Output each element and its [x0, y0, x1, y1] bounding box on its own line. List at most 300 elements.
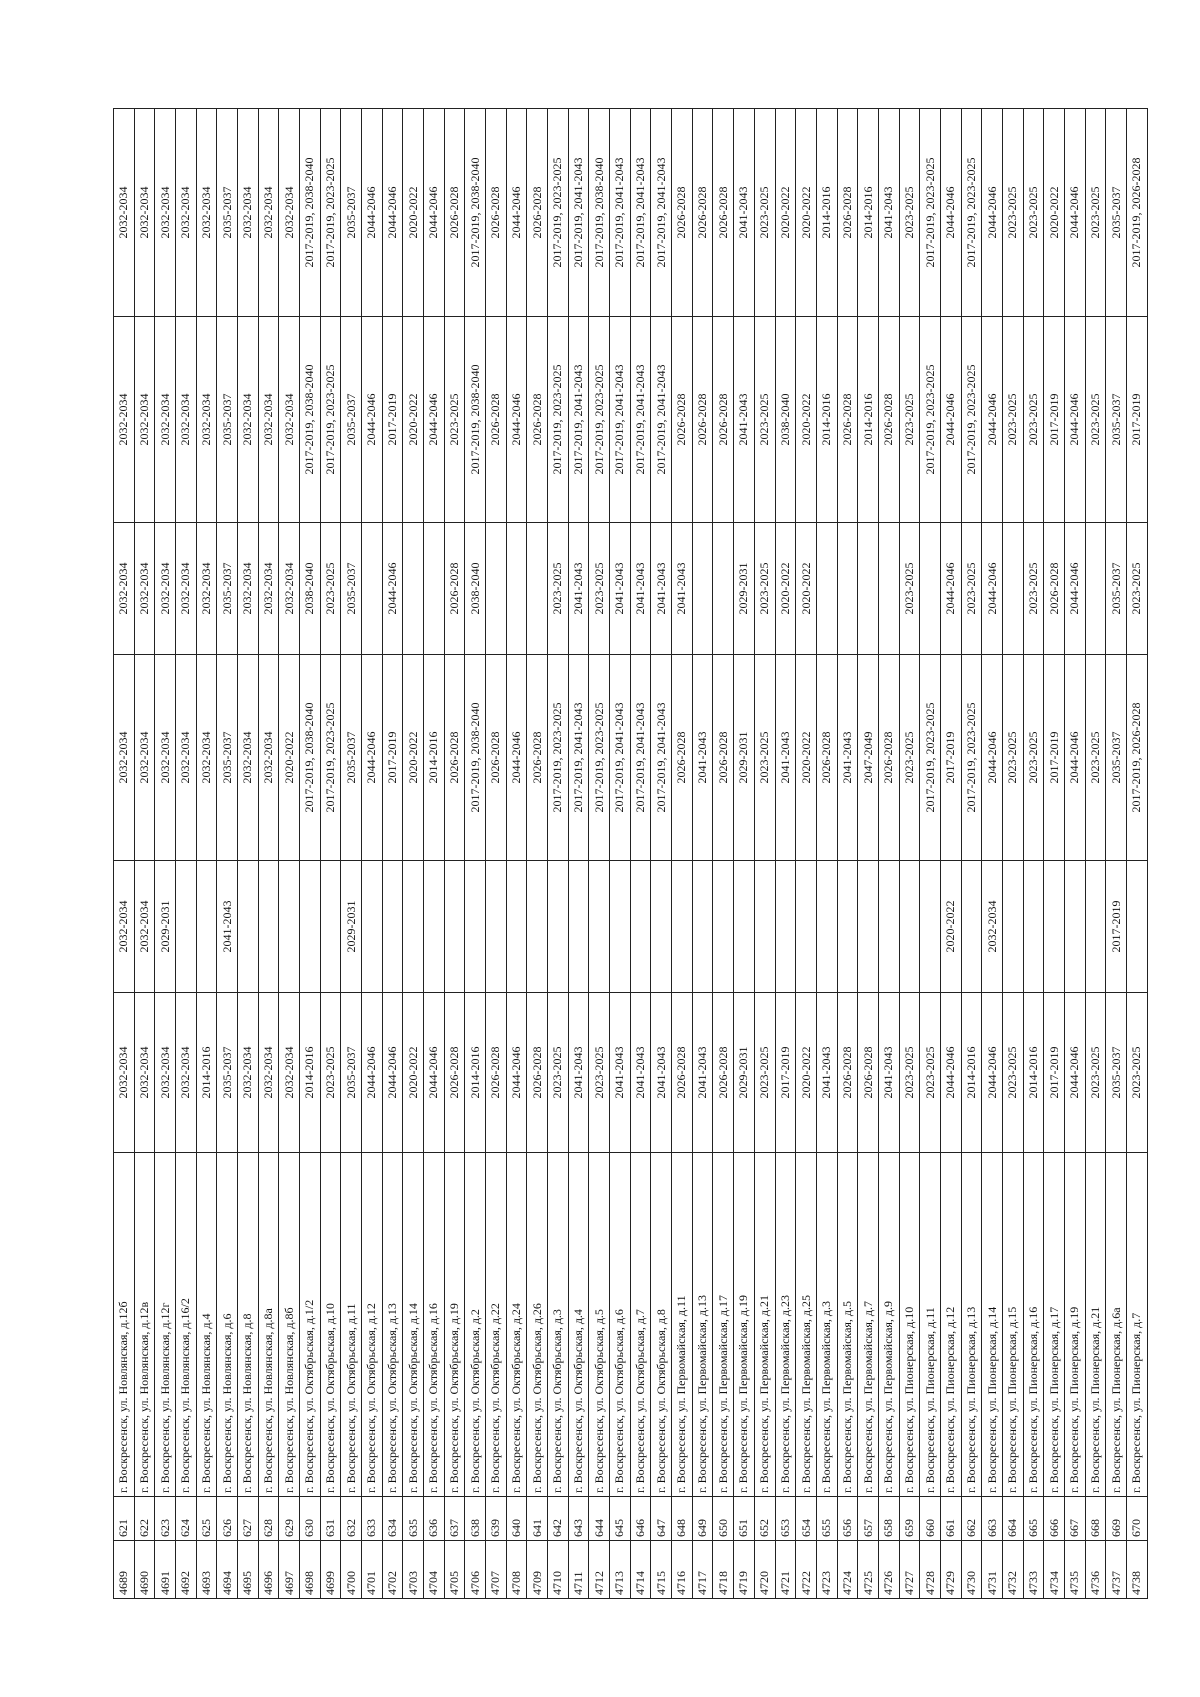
address-cell: г. Воскресенск, ул. Октябрьская, д.13 — [382, 1153, 403, 1497]
address-cell: г. Воскресенск, ул. Октябрьская, д.22 — [486, 1153, 507, 1497]
period-cell-3: 2041-2043 — [775, 655, 796, 861]
period-cell-5: 2020-2022 — [403, 317, 424, 523]
period-cell-2 — [527, 861, 548, 993]
row-number-cell: 4718 — [713, 1541, 734, 1599]
period-cell-6: 2032-2034 — [114, 109, 135, 317]
period-cell-3: 2020-2022 — [796, 655, 817, 861]
period-cell-5: 2017-2019, 2038-2040 — [465, 317, 486, 523]
period-cell-2 — [858, 861, 879, 993]
address-cell: г. Воскресенск, ул. Октябрьская, д.4 — [568, 1153, 589, 1497]
address-cell: г. Воскресенск, ул. Пионерская, д.14 — [982, 1153, 1003, 1497]
item-number-cell: 640 — [506, 1497, 527, 1541]
period-cell-2: 2017-2019 — [1106, 861, 1127, 993]
row-number-cell: 4717 — [692, 1541, 713, 1599]
period-cell-4: 2020-2022 — [775, 523, 796, 655]
period-cell-3: 2017-2019, 2041-2043 — [610, 655, 631, 861]
period-cell-1: 2023-2025 — [754, 993, 775, 1153]
address-cell: г. Воскресенск, ул. Пионерская, д.6а — [1106, 1153, 1127, 1497]
address-cell: г. Воскресенск, ул. Октябрьская, д.2 — [465, 1153, 486, 1497]
period-cell-4: 2041-2043 — [651, 523, 672, 655]
period-cell-5: 2017-2019 — [1044, 317, 1065, 523]
period-cell-1: 2026-2028 — [486, 993, 507, 1153]
period-cell-2 — [444, 861, 465, 993]
table-row — [961, 109, 982, 1599]
period-cell-4: 2023-2025 — [589, 523, 610, 655]
period-cell-6: 2026-2028 — [837, 109, 858, 317]
table-row — [238, 109, 259, 1599]
address-cell: г. Воскресенск, ул. Пионерская, д.19 — [1064, 1153, 1085, 1497]
period-cell-6: 2026-2028 — [692, 109, 713, 317]
period-cell-1: 2032-2034 — [114, 993, 135, 1153]
table-row — [155, 109, 176, 1599]
period-cell-4: 2026-2028 — [444, 523, 465, 655]
period-cell-5: 2017-2019, 2041-2043 — [610, 317, 631, 523]
item-number-cell: 632 — [341, 1497, 362, 1541]
item-number-cell: 622 — [134, 1497, 155, 1541]
period-cell-1: 2032-2034 — [238, 993, 259, 1153]
period-cell-3: 2023-2025 — [1085, 655, 1106, 861]
period-cell-5: 2014-2016 — [816, 317, 837, 523]
period-cell-1: 2017-2019 — [775, 993, 796, 1153]
period-cell-6: 2044-2046 — [1064, 109, 1085, 317]
period-cell-5: 2044-2046 — [424, 317, 445, 523]
period-cell-6: 2023-2025 — [1023, 109, 1044, 317]
address-cell: г. Воскресенск, ул. Новлянская, д.12г — [155, 1153, 176, 1497]
row-number-cell: 4738 — [1126, 1541, 1147, 1599]
period-cell-1: 2044-2046 — [982, 993, 1003, 1153]
period-cell-3: 2017-2019, 2023-2025 — [589, 655, 610, 861]
period-cell-2 — [424, 861, 445, 993]
table-row — [982, 109, 1003, 1599]
period-cell-5: 2023-2025 — [1002, 317, 1023, 523]
table-row — [630, 109, 651, 1599]
period-cell-4 — [816, 523, 837, 655]
period-cell-1: 2035-2037 — [341, 993, 362, 1153]
address-cell: г. Воскресенск, ул. Первомайская, д.5 — [837, 1153, 858, 1497]
period-cell-6: 2032-2034 — [279, 109, 300, 317]
item-number-cell: 639 — [486, 1497, 507, 1541]
period-cell-6: 2023-2025 — [1002, 109, 1023, 317]
period-cell-3: 2023-2025 — [1002, 655, 1023, 861]
address-cell: г. Воскресенск, ул. Новлянская, д.6 — [217, 1153, 238, 1497]
period-cell-2 — [920, 861, 941, 993]
row-number-cell: 4708 — [506, 1541, 527, 1599]
item-number-cell: 627 — [238, 1497, 259, 1541]
item-number-cell: 628 — [258, 1497, 279, 1541]
period-cell-2 — [382, 861, 403, 993]
period-cell-1: 2014-2016 — [1023, 993, 1044, 1153]
address-cell: г. Воскресенск, ул. Пионерская, д.12 — [940, 1153, 961, 1497]
period-cell-1: 2041-2043 — [568, 993, 589, 1153]
item-number-cell: 664 — [1002, 1497, 1023, 1541]
period-cell-5: 2026-2028 — [878, 317, 899, 523]
period-cell-3: 2017-2019 — [1044, 655, 1065, 861]
period-cell-5: 2017-2019, 2038-2040 — [300, 317, 321, 523]
address-cell: г. Воскресенск, ул. Пионерская, д.13 — [961, 1153, 982, 1497]
table-row — [920, 109, 941, 1599]
period-cell-5: 2014-2016 — [858, 317, 879, 523]
period-cell-2 — [258, 861, 279, 993]
row-number-cell: 4727 — [899, 1541, 920, 1599]
item-number-cell: 626 — [217, 1497, 238, 1541]
period-cell-2 — [734, 861, 755, 993]
period-cell-6: 2023-2025 — [899, 109, 920, 317]
period-cell-6: 2035-2037 — [217, 109, 238, 317]
period-cell-4: 2032-2034 — [196, 523, 217, 655]
period-cell-6: 2035-2037 — [1106, 109, 1127, 317]
period-cell-3: 2017-2019, 2023-2025 — [961, 655, 982, 861]
period-cell-1: 2041-2043 — [692, 993, 713, 1153]
item-number-cell: 643 — [568, 1497, 589, 1541]
table-row — [796, 109, 817, 1599]
period-cell-5: 2044-2046 — [940, 317, 961, 523]
period-cell-5: 2044-2046 — [982, 317, 1003, 523]
address-cell: г. Воскресенск, ул. Первомайская, д.25 — [796, 1153, 817, 1497]
period-cell-2 — [796, 861, 817, 993]
item-number-cell: 644 — [589, 1497, 610, 1541]
item-number-cell: 653 — [775, 1497, 796, 1541]
table-row — [754, 109, 775, 1599]
item-number-cell: 649 — [692, 1497, 713, 1541]
item-number-cell: 629 — [279, 1497, 300, 1541]
table-row — [1023, 109, 1044, 1599]
address-cell: г. Воскресенск, ул. Первомайская, д.23 — [775, 1153, 796, 1497]
address-cell: г. Воскресенск, ул. Первомайская, д.19 — [734, 1153, 755, 1497]
period-cell-3: 2014-2016 — [424, 655, 445, 861]
period-cell-4: 2023-2025 — [961, 523, 982, 655]
table-row — [775, 109, 796, 1599]
period-cell-3: 2017-2019, 2041-2043 — [630, 655, 651, 861]
table-row — [1106, 109, 1127, 1599]
period-cell-2 — [1085, 861, 1106, 993]
period-cell-3: 2044-2046 — [362, 655, 383, 861]
period-cell-4: 2038-2040 — [300, 523, 321, 655]
period-cell-6: 2017-2019, 2023-2025 — [961, 109, 982, 317]
period-cell-1: 2044-2046 — [506, 993, 527, 1153]
address-cell: г. Воскресенск, ул. Октябрьская, д.6 — [610, 1153, 631, 1497]
address-cell: г. Воскресенск, ул. Новлянская, д.8б — [279, 1153, 300, 1497]
period-cell-4: 2023-2025 — [754, 523, 775, 655]
period-cell-3: 2026-2028 — [444, 655, 465, 861]
period-cell-6: 2017-2019, 2038-2040 — [465, 109, 486, 317]
period-cell-3: 2032-2034 — [155, 655, 176, 861]
period-cell-2 — [651, 861, 672, 993]
row-number-cell: 4706 — [465, 1541, 486, 1599]
row-number-cell: 4709 — [527, 1541, 548, 1599]
address-cell: г. Воскресенск, ул. Первомайская, д.13 — [692, 1153, 713, 1497]
address-cell: г. Воскресенск, ул. Октябрьская, д.3 — [548, 1153, 569, 1497]
row-number-cell: 4699 — [320, 1541, 341, 1599]
period-cell-1: 2032-2034 — [155, 993, 176, 1153]
address-cell: г. Воскресенск, ул. Пионерская, д.11 — [920, 1153, 941, 1497]
table-row — [940, 109, 961, 1599]
period-cell-1: 2041-2043 — [651, 993, 672, 1153]
period-cell-4: 2020-2022 — [796, 523, 817, 655]
address-cell: г. Воскресенск, ул. Октябрьская, д.10 — [320, 1153, 341, 1497]
address-cell: г. Воскресенск, ул. Пионерская, д.7 — [1126, 1153, 1147, 1497]
period-cell-1: 2014-2016 — [961, 993, 982, 1153]
period-cell-6: 2017-2019, 2023-2025 — [548, 109, 569, 317]
item-number-cell: 633 — [362, 1497, 383, 1541]
period-cell-5: 2026-2028 — [672, 317, 693, 523]
period-cell-6: 2014-2016 — [858, 109, 879, 317]
period-cell-4 — [878, 523, 899, 655]
period-cell-4: 2032-2034 — [114, 523, 135, 655]
period-cell-1: 2023-2025 — [589, 993, 610, 1153]
period-cell-3: 2035-2037 — [341, 655, 362, 861]
table-row — [713, 109, 734, 1599]
period-cell-5: 2032-2034 — [134, 317, 155, 523]
row-number-cell: 4728 — [920, 1541, 941, 1599]
address-cell: г. Воскресенск, ул. Первомайская, д.11 — [672, 1153, 693, 1497]
table-row — [486, 109, 507, 1599]
row-number-cell: 4729 — [940, 1541, 961, 1599]
period-cell-1: 2023-2025 — [920, 993, 941, 1153]
period-cell-6: 2017-2019, 2041-2043 — [651, 109, 672, 317]
row-number-cell: 4700 — [341, 1541, 362, 1599]
period-cell-3: 2032-2034 — [114, 655, 135, 861]
table-row — [114, 109, 135, 1599]
period-cell-6: 2026-2028 — [527, 109, 548, 317]
period-cell-1: 2023-2025 — [1085, 993, 1106, 1153]
period-cell-4: 2038-2040 — [465, 523, 486, 655]
period-cell-6: 2032-2034 — [258, 109, 279, 317]
period-cell-3: 2026-2028 — [672, 655, 693, 861]
period-cell-3: 2020-2022 — [403, 655, 424, 861]
period-cell-4 — [1002, 523, 1023, 655]
item-number-cell: 637 — [444, 1497, 465, 1541]
item-number-cell: 642 — [548, 1497, 569, 1541]
period-cell-4 — [527, 523, 548, 655]
row-number-cell: 4721 — [775, 1541, 796, 1599]
period-cell-5: 2020-2022 — [796, 317, 817, 523]
address-cell: г. Воскресенск, ул. Первомайская, д.21 — [754, 1153, 775, 1497]
item-number-cell: 662 — [961, 1497, 982, 1541]
period-cell-5: 2023-2025 — [444, 317, 465, 523]
period-cell-1: 2014-2016 — [465, 993, 486, 1153]
period-cell-4 — [424, 523, 445, 655]
period-cell-2 — [630, 861, 651, 993]
period-cell-3: 2032-2034 — [196, 655, 217, 861]
row-number-cell: 4704 — [424, 1541, 445, 1599]
period-cell-2 — [486, 861, 507, 993]
address-cell: г. Воскресенск, ул. Октябрьская, д.16 — [424, 1153, 445, 1497]
period-cell-1: 2026-2028 — [672, 993, 693, 1153]
address-cell: г. Воскресенск, ул. Октябрьская, д.1/2 — [300, 1153, 321, 1497]
period-cell-3: 2029-2031 — [734, 655, 755, 861]
item-number-cell: 656 — [837, 1497, 858, 1541]
period-cell-1: 2032-2034 — [279, 993, 300, 1153]
item-number-cell: 661 — [940, 1497, 961, 1541]
period-cell-2 — [1023, 861, 1044, 993]
period-cell-2 — [589, 861, 610, 993]
period-cell-2 — [238, 861, 259, 993]
period-cell-5: 2023-2025 — [899, 317, 920, 523]
period-cell-5: 2017-2019, 2041-2043 — [651, 317, 672, 523]
period-cell-2 — [837, 861, 858, 993]
period-cell-6: 2032-2034 — [176, 109, 197, 317]
period-cell-2 — [1126, 861, 1147, 993]
table-row — [258, 109, 279, 1599]
period-cell-5: 2023-2025 — [1085, 317, 1106, 523]
item-number-cell: 658 — [878, 1497, 899, 1541]
row-number-cell: 4710 — [548, 1541, 569, 1599]
table-row — [320, 109, 341, 1599]
period-cell-3: 2044-2046 — [1064, 655, 1085, 861]
address-cell: г. Воскресенск, ул. Новлянская, д.4 — [196, 1153, 217, 1497]
period-cell-6: 2020-2022 — [403, 109, 424, 317]
period-cell-4: 2023-2025 — [548, 523, 569, 655]
item-number-cell: 641 — [527, 1497, 548, 1541]
period-cell-5: 2026-2028 — [837, 317, 858, 523]
period-cell-2 — [568, 861, 589, 993]
period-cell-5: 2026-2028 — [713, 317, 734, 523]
period-cell-2: 2041-2043 — [217, 861, 238, 993]
table-row — [1085, 109, 1106, 1599]
period-cell-4: 2041-2043 — [672, 523, 693, 655]
period-cell-1: 2026-2028 — [527, 993, 548, 1153]
period-cell-5: 2044-2046 — [362, 317, 383, 523]
period-cell-2 — [465, 861, 486, 993]
period-cell-6: 2044-2046 — [424, 109, 445, 317]
period-cell-6: 2044-2046 — [506, 109, 527, 317]
period-cell-1: 2026-2028 — [837, 993, 858, 1153]
table-body — [114, 109, 1148, 1599]
row-number-cell: 4695 — [238, 1541, 259, 1599]
period-cell-1: 2044-2046 — [382, 993, 403, 1153]
period-cell-4 — [403, 523, 424, 655]
period-cell-2 — [506, 861, 527, 993]
period-cell-2: 2032-2034 — [114, 861, 135, 993]
period-cell-5: 2035-2037 — [341, 317, 362, 523]
row-number-cell: 4734 — [1044, 1541, 1065, 1599]
table-row — [672, 109, 693, 1599]
period-cell-4: 2029-2031 — [734, 523, 755, 655]
scanned-page — [113, 109, 1144, 1599]
period-cell-2 — [692, 861, 713, 993]
period-cell-2: 2029-2031 — [155, 861, 176, 993]
period-cell-5: 2017-2019 — [1126, 317, 1147, 523]
period-cell-4 — [920, 523, 941, 655]
item-number-cell: 659 — [899, 1497, 920, 1541]
period-cell-6: 2032-2034 — [134, 109, 155, 317]
period-cell-4: 2044-2046 — [982, 523, 1003, 655]
period-cell-2 — [320, 861, 341, 993]
row-number-cell: 4693 — [196, 1541, 217, 1599]
row-number-cell: 4689 — [114, 1541, 135, 1599]
item-number-cell: 663 — [982, 1497, 1003, 1541]
period-cell-2 — [816, 861, 837, 993]
period-cell-5: 2017-2019 — [382, 317, 403, 523]
table-row — [1044, 109, 1065, 1599]
period-cell-1: 2026-2028 — [713, 993, 734, 1153]
address-cell: г. Воскресенск, ул. Первомайская, д.17 — [713, 1153, 734, 1497]
row-number-cell: 4732 — [1002, 1541, 1023, 1599]
row-number-cell: 4733 — [1023, 1541, 1044, 1599]
address-cell: г. Воскресенск, ул. Пионерская, д.17 — [1044, 1153, 1065, 1497]
address-cell: г. Воскресенск, ул. Октябрьская, д.7 — [630, 1153, 651, 1497]
period-cell-4: 2041-2043 — [630, 523, 651, 655]
period-cell-3: 2026-2028 — [878, 655, 899, 861]
period-cell-6: 2023-2025 — [754, 109, 775, 317]
row-number-cell: 4691 — [155, 1541, 176, 1599]
rotated-table-wrapper — [113, 109, 1144, 1599]
table-row — [362, 109, 383, 1599]
period-cell-2 — [176, 861, 197, 993]
period-cell-4: 2023-2025 — [320, 523, 341, 655]
table-row — [651, 109, 672, 1599]
address-cell: г. Воскресенск, ул. Новлянская, д.16/2 — [176, 1153, 197, 1497]
period-cell-3: 2026-2028 — [713, 655, 734, 861]
period-cell-3: 2032-2034 — [134, 655, 155, 861]
period-cell-1: 2032-2034 — [258, 993, 279, 1153]
period-cell-6: 2017-2019, 2023-2025 — [920, 109, 941, 317]
period-cell-6: 2032-2034 — [196, 109, 217, 317]
period-cell-6: 2017-2019, 2041-2043 — [610, 109, 631, 317]
period-cell-1: 2044-2046 — [1064, 993, 1085, 1153]
period-cell-1: 2020-2022 — [403, 993, 424, 1153]
address-cell: г. Воскресенск, ул. Новлянская, д.12в — [134, 1153, 155, 1497]
period-cell-1: 2023-2025 — [548, 993, 569, 1153]
address-cell: г. Воскресенск, ул. Новлянская, д.8 — [238, 1153, 259, 1497]
period-cell-3: 2017-2019, 2038-2040 — [465, 655, 486, 861]
period-cell-6: 2044-2046 — [982, 109, 1003, 317]
row-number-cell: 4731 — [982, 1541, 1003, 1599]
period-cell-4 — [362, 523, 383, 655]
period-cell-6: 2032-2034 — [238, 109, 259, 317]
item-number-cell: 625 — [196, 1497, 217, 1541]
row-number-cell: 4715 — [651, 1541, 672, 1599]
item-number-cell: 657 — [858, 1497, 879, 1541]
period-cell-3: 2041-2043 — [837, 655, 858, 861]
item-number-cell: 670 — [1126, 1497, 1147, 1541]
item-number-cell: 630 — [300, 1497, 321, 1541]
period-cell-2: 2032-2034 — [134, 861, 155, 993]
table-row — [300, 109, 321, 1599]
period-cell-1: 2044-2046 — [362, 993, 383, 1153]
period-cell-1: 2041-2043 — [878, 993, 899, 1153]
period-cell-5: 2032-2034 — [114, 317, 135, 523]
table-row — [527, 109, 548, 1599]
table-row — [816, 109, 837, 1599]
period-cell-4: 2044-2046 — [382, 523, 403, 655]
table-row — [444, 109, 465, 1599]
row-number-cell: 4690 — [134, 1541, 155, 1599]
table-row — [1064, 109, 1085, 1599]
address-cell: г. Воскресенск, ул. Октябрьская, д.8 — [651, 1153, 672, 1497]
address-cell: г. Воскресенск, ул. Октябрьская, д.11 — [341, 1153, 362, 1497]
row-number-cell: 4697 — [279, 1541, 300, 1599]
table-row — [506, 109, 527, 1599]
period-cell-4: 2023-2025 — [899, 523, 920, 655]
row-number-cell: 4722 — [796, 1541, 817, 1599]
table-row — [465, 109, 486, 1599]
row-number-cell: 4737 — [1106, 1541, 1127, 1599]
period-cell-6: 2026-2028 — [486, 109, 507, 317]
period-cell-4: 2035-2037 — [341, 523, 362, 655]
period-cell-1: 2044-2046 — [940, 993, 961, 1153]
address-cell: г. Воскресенск, ул. Октябрьская, д.24 — [506, 1153, 527, 1497]
period-cell-3: 2017-2019 — [940, 655, 961, 861]
item-number-cell: 631 — [320, 1497, 341, 1541]
period-cell-1: 2014-2016 — [196, 993, 217, 1153]
period-cell-3: 2026-2028 — [527, 655, 548, 861]
period-cell-4: 2032-2034 — [258, 523, 279, 655]
period-cell-6: 2020-2022 — [1044, 109, 1065, 317]
address-cell: г. Воскресенск, ул. Первомайская, д.7 — [858, 1153, 879, 1497]
period-cell-5: 2026-2028 — [527, 317, 548, 523]
item-number-cell: 623 — [155, 1497, 176, 1541]
